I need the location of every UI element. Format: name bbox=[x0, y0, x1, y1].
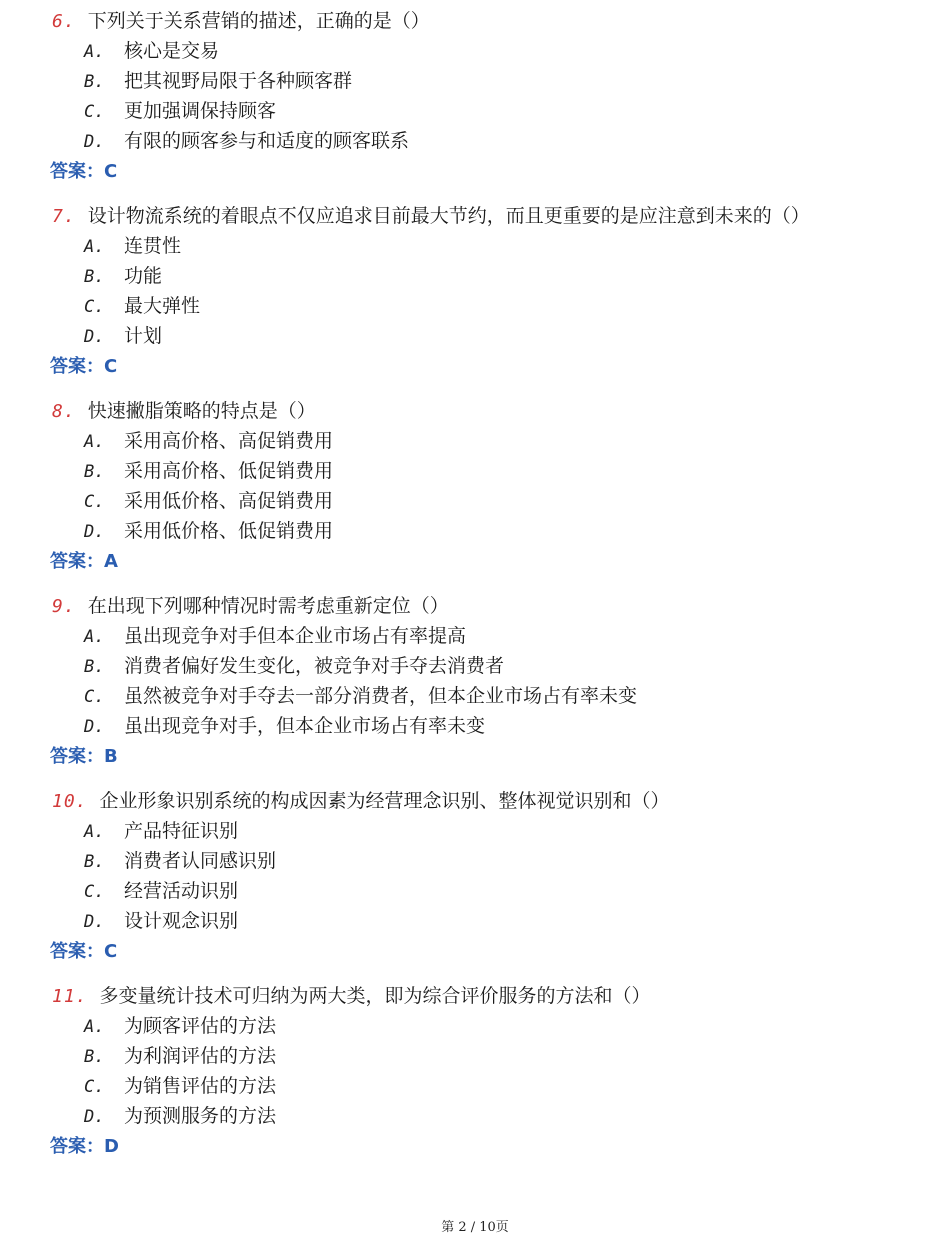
option-text: 采用高价格、高促销费用 bbox=[124, 430, 334, 452]
option-letter: D. bbox=[84, 1107, 105, 1127]
option-text: 采用低价格、高促销费用 bbox=[124, 490, 334, 512]
question-text: 下列关于关系营销的描述，正确的是（） bbox=[87, 10, 430, 32]
option-text: 采用高价格、低促销费用 bbox=[124, 460, 334, 482]
answer-label: 答案：B bbox=[50, 746, 118, 767]
option-text: 功能 bbox=[124, 265, 163, 287]
option-d bbox=[84, 906, 238, 936]
option-c bbox=[84, 291, 200, 321]
question-number: 6. bbox=[52, 11, 76, 32]
option-letter: B. bbox=[84, 657, 105, 677]
option-text: 为利润评估的方法 bbox=[124, 1045, 277, 1067]
option-b bbox=[84, 846, 276, 876]
option-letter: C. bbox=[84, 882, 105, 902]
option-text: 经营活动识别 bbox=[124, 880, 239, 902]
question-stem bbox=[52, 201, 810, 231]
option-letter: C. bbox=[84, 102, 105, 122]
option-b bbox=[84, 261, 162, 291]
option-c bbox=[84, 681, 637, 711]
question-stem bbox=[52, 786, 670, 816]
question-text: 设计物流系统的着眼点不仅应追求目前最大节约，而且更重要的是应注意到未来的（） bbox=[87, 205, 810, 227]
question-number: 9. bbox=[52, 596, 76, 617]
option-letter: B. bbox=[84, 267, 105, 287]
page-number-footer: 第 2 / 10页 bbox=[441, 1220, 509, 1235]
option-b bbox=[84, 66, 352, 96]
answer-label: 答案：C bbox=[50, 356, 118, 377]
option-letter: A. bbox=[84, 627, 105, 647]
answer-label: 答案：C bbox=[50, 941, 118, 962]
option-letter: D. bbox=[84, 132, 105, 152]
question-stem bbox=[52, 396, 316, 426]
option-b bbox=[84, 1041, 276, 1071]
option-text: 虽出现竞争对手，但本企业市场占有率未变 bbox=[124, 715, 486, 737]
option-text: 为销售评估的方法 bbox=[124, 1075, 277, 1097]
option-a bbox=[84, 231, 181, 261]
option-text: 消费者偏好发生变化，被竞争对手夺去消费者 bbox=[124, 655, 505, 677]
option-a bbox=[84, 621, 466, 651]
option-text: 更加强调保持顾客 bbox=[124, 100, 277, 122]
option-c bbox=[84, 486, 333, 516]
option-letter: A. bbox=[84, 1017, 105, 1037]
option-text: 产品特征识别 bbox=[124, 820, 239, 842]
option-letter: A. bbox=[84, 822, 105, 842]
option-d bbox=[84, 1101, 276, 1131]
option-text: 为预测服务的方法 bbox=[124, 1105, 277, 1127]
option-b bbox=[84, 456, 333, 486]
option-letter: B. bbox=[84, 852, 105, 872]
option-a bbox=[84, 426, 333, 456]
option-letter: C. bbox=[84, 687, 105, 707]
answer-label: 答案：D bbox=[50, 1136, 119, 1157]
option-letter: A. bbox=[84, 237, 105, 257]
option-letter: A. bbox=[84, 432, 105, 452]
option-c bbox=[84, 96, 276, 126]
option-d bbox=[84, 321, 162, 351]
option-b bbox=[84, 651, 504, 681]
option-a bbox=[84, 36, 219, 66]
option-text: 最大弹性 bbox=[124, 295, 201, 317]
option-letter: C. bbox=[84, 1077, 105, 1097]
question-number: 7. bbox=[52, 206, 76, 227]
question-text: 企业形象识别系统的构成因素为经营理念识别、整体视觉识别和（） bbox=[99, 790, 670, 812]
option-letter: D. bbox=[84, 522, 105, 542]
option-text: 连贯性 bbox=[124, 235, 182, 257]
option-d bbox=[84, 126, 409, 156]
option-letter: C. bbox=[84, 492, 105, 512]
option-c bbox=[84, 1071, 276, 1101]
option-letter: B. bbox=[84, 1047, 105, 1067]
option-letter: B. bbox=[84, 72, 105, 92]
question-stem bbox=[52, 981, 651, 1011]
option-a bbox=[84, 1011, 276, 1041]
question-stem bbox=[52, 591, 449, 621]
option-d bbox=[84, 516, 333, 546]
question-number: 11. bbox=[52, 986, 88, 1007]
option-text: 计划 bbox=[124, 325, 163, 347]
option-letter: D. bbox=[84, 717, 105, 737]
option-d bbox=[84, 711, 485, 741]
option-text: 把其视野局限于各种顾客群 bbox=[124, 70, 353, 92]
option-letter: C. bbox=[84, 297, 105, 317]
option-text: 为顾客评估的方法 bbox=[124, 1015, 277, 1037]
option-letter: A. bbox=[84, 42, 105, 62]
question-stem bbox=[52, 6, 430, 36]
option-letter: B. bbox=[84, 462, 105, 482]
option-a bbox=[84, 816, 238, 846]
question-number: 8. bbox=[52, 401, 76, 422]
question-text: 多变量统计技术可归纳为两大类，即为综合评价服务的方法和（） bbox=[99, 985, 651, 1007]
question-text: 在出现下列哪种情况时需考虑重新定位（） bbox=[87, 595, 449, 617]
question-text: 快速撇脂策略的特点是（） bbox=[87, 400, 316, 422]
option-text: 采用低价格、低促销费用 bbox=[124, 520, 334, 542]
option-text: 设计观念识别 bbox=[124, 910, 239, 932]
answer-label: 答案：A bbox=[50, 551, 118, 572]
option-text: 虽然被竞争对手夺去一部分消费者，但本企业市场占有率未变 bbox=[124, 685, 638, 707]
option-text: 虽出现竞争对手但本企业市场占有率提高 bbox=[124, 625, 467, 647]
question-number: 10. bbox=[52, 791, 88, 812]
answer-label: 答案：C bbox=[50, 161, 118, 182]
option-letter: D. bbox=[84, 327, 105, 347]
option-text: 有限的顾客参与和适度的顾客联系 bbox=[124, 130, 410, 152]
option-text: 消费者认同感识别 bbox=[124, 850, 277, 872]
option-letter: D. bbox=[84, 912, 105, 932]
option-text: 核心是交易 bbox=[124, 40, 220, 62]
option-c bbox=[84, 876, 238, 906]
